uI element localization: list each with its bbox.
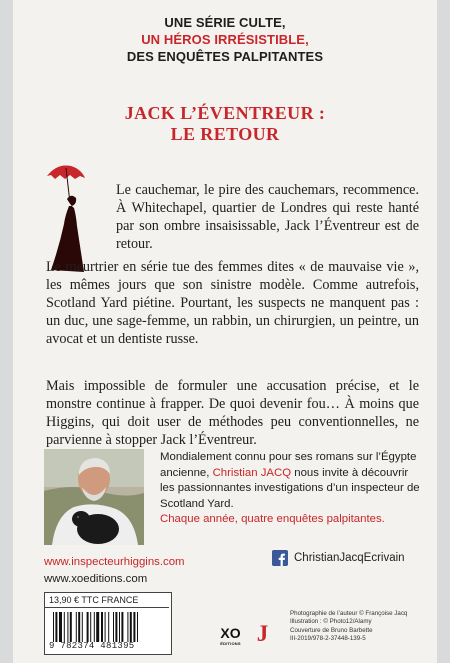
barcode-bar: [137, 612, 138, 642]
summary-paragraph-1: Le cauchemar, le pire des cauchemars, recommence. À Whitechapel, quartier de Londres qui reste hanté par son ombre insaisissable, Jack l’Éventreur est de retour.: [116, 182, 419, 252]
author-bio-start: Mondialement connu pour ses romans sur l’Égypte ancienne,: [160, 451, 417, 479]
barcode-bar: [59, 612, 62, 642]
summary-paragraph-2: Le meurtrier en série tue des femmes dites « de mauvaise vie », les mêmes jours que son sinistre modèle. Comme autrefois, Scotland Yard piétine. Pourtant, les suspects ne manquent pas : un duc, une sage-femme, un rabbin, un chirurgien, un peintre, un avocat et un dentiste russe.: [46, 259, 419, 347]
tagline-line-3: DES ENQUÊTES PALPITANTES: [126, 49, 324, 64]
j-publisher-logo: J: [256, 621, 269, 646]
barcode-bar: [53, 612, 54, 642]
credit-cover: Couverture de Bruno Barbette: [290, 626, 373, 634]
barcode-bar: [82, 612, 83, 642]
barcode-bar: [90, 612, 91, 642]
facebook-handle[interactable]: ChristianJacqEcrivain: [294, 552, 405, 564]
credit-photo: Photographie de l’auteur © Françoise Jacq: [290, 610, 408, 617]
barcode-bar: [101, 612, 103, 642]
book-title-line-1: JACK L’ÉVENTREUR :: [124, 103, 326, 123]
barcode-bar: [115, 612, 117, 642]
author-name: Christian JACQ: [212, 466, 292, 479]
barcode-bar: [121, 612, 123, 642]
back-cover: [13, 0, 437, 663]
isbn-barcode: [53, 612, 161, 642]
xo-editions-logo: [218, 624, 243, 648]
barcode-bar: [113, 612, 114, 642]
barcode-bar: [96, 612, 99, 642]
xo-logo-subtext: ÉDITIONS: [220, 641, 241, 646]
author-bio-end: nous invite à découvrir les passionnantes investigations d’un inspecteur de Scotland Yard.: [160, 466, 420, 510]
xo-logo-text: XO: [220, 625, 241, 641]
credit-isbn: III-2019/978-2-37448-139-5: [290, 635, 366, 643]
barcode-bar: [127, 612, 128, 642]
barcode-bar: [67, 612, 68, 642]
isbn-digits: 9 782374 481395: [49, 641, 135, 651]
book-title: [13, 103, 437, 145]
price-label: 13,90 € TTC FRANCE: [45, 593, 169, 608]
barcode-bar: [64, 612, 65, 642]
barcode-bar: [119, 612, 120, 642]
facebook-icon[interactable]: [272, 550, 288, 566]
credits: [290, 610, 432, 644]
price-barcode-box: [44, 592, 172, 655]
website-link-xo[interactable]: www.xoeditions.com: [44, 573, 148, 585]
barcode-bar: [105, 612, 106, 642]
barcode-bar: [94, 612, 95, 642]
author-photo: [44, 449, 144, 545]
barcode-bar: [70, 612, 72, 642]
credit-illustration: Illustration : © Photo12/Alamy: [290, 618, 372, 626]
barcode-bar: [76, 612, 77, 642]
barcode-bar: [78, 612, 80, 642]
series-slogan: Chaque année, quatre enquêtes palpitantes.: [160, 513, 385, 525]
barcode-bar: [130, 612, 132, 642]
website-link-higgins[interactable]: www.inspecteurhiggins.com: [44, 556, 185, 568]
tagline: [13, 14, 437, 65]
author-bio: [160, 450, 422, 528]
barcode-bar: [133, 612, 135, 642]
barcode-bar: [55, 612, 57, 642]
barcode-bar: [87, 612, 89, 642]
tagline-line-1: UNE SÉRIE CULTE,: [164, 15, 286, 30]
summary-paragraph-3: Mais impossible de formuler une accusation précise, et le monstre continue à frapper. De quoi devenir fou… À moins que Higgins, qui doit user de méthodes peu conventionnelles, ne parvienne à stopper Jack l’Éventreur.: [46, 378, 419, 448]
barcode-bar: [108, 612, 109, 642]
book-title-line-2: LE RETOUR: [170, 124, 280, 144]
tagline-line-2: UN HÉROS IRRÉSISTIBLE,: [141, 32, 309, 47]
